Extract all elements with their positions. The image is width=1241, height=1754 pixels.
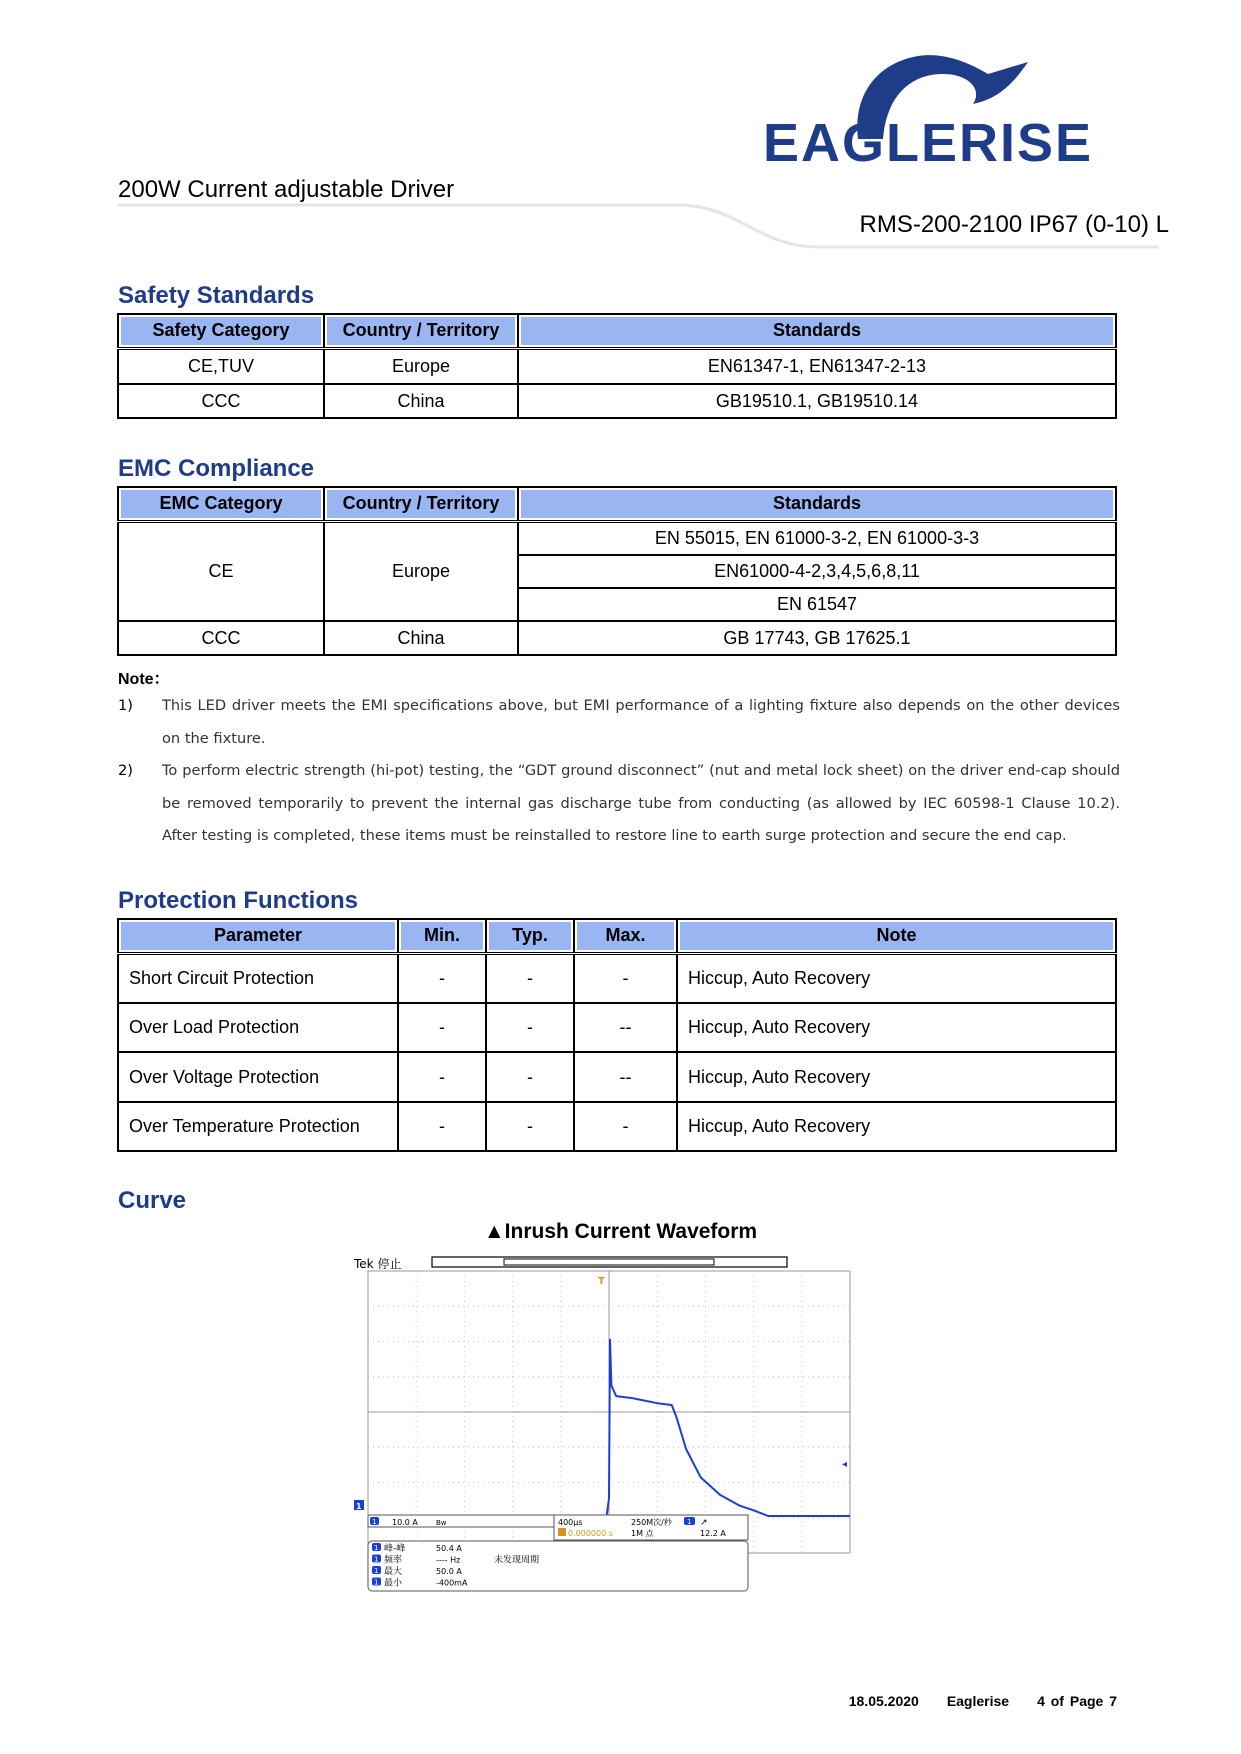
table-row — [118, 348, 1116, 384]
measurement-note: 未发现周期 — [494, 1555, 540, 1566]
emc-table — [117, 486, 1117, 656]
curve-heading: Curve — [118, 1187, 187, 1214]
model-number: RMS-200-2100 IP67 (0-10) L — [859, 211, 1169, 238]
cell: CE,TUV — [118, 348, 324, 384]
trigger-ch: 1 — [687, 1518, 692, 1526]
table-row — [118, 621, 1116, 655]
cell: EN61347-1, EN61347-2-13 — [518, 348, 1116, 384]
sample-rate: 250M次/秒 — [631, 1518, 672, 1527]
table-row — [118, 1102, 1116, 1151]
protection-table — [117, 918, 1117, 1152]
cell: Europe — [324, 521, 518, 621]
document-title: 200W Current adjustable Driver — [118, 176, 455, 203]
note-item — [118, 690, 1120, 755]
cell: - — [398, 1052, 486, 1102]
table-row — [118, 521, 1116, 555]
page-footer — [821, 1693, 1117, 1709]
trigger-marker: T — [598, 1276, 605, 1287]
cell: Hiccup, Auto Recovery — [677, 953, 1116, 1003]
measurement-value: 50.4 A — [436, 1544, 462, 1553]
cell: Over Voltage Protection — [118, 1052, 398, 1102]
col-header: Typ. — [486, 919, 574, 953]
col-header: EMC Category — [118, 487, 324, 521]
cell: Hiccup, Auto Recovery — [677, 1052, 1116, 1102]
cell: Short Circuit Protection — [118, 953, 398, 1003]
safety-heading: Safety Standards — [118, 282, 315, 309]
cell: CE — [118, 521, 324, 621]
cell: - — [486, 953, 574, 1003]
cell: - — [574, 1102, 677, 1151]
cell: EN61000-4-2,3,4,5,6,8,11 — [518, 555, 1116, 588]
cell: Europe — [324, 348, 518, 384]
table-row — [118, 953, 1116, 1003]
safety-table — [117, 313, 1117, 419]
cell: Hiccup, Auto Recovery — [677, 1003, 1116, 1052]
trigger-level-marker: ◂ — [842, 1459, 848, 1470]
cell: China — [324, 621, 518, 655]
measurement-ch-label: 1 — [374, 1544, 379, 1552]
measurement-label: 最大 — [384, 1567, 403, 1577]
col-header: Min. — [398, 919, 486, 953]
trigger-slope-icon: ↗ — [700, 1518, 708, 1528]
table-row — [118, 1003, 1116, 1052]
protection-heading: Protection Functions — [118, 887, 358, 914]
cell: Hiccup, Auto Recovery — [677, 1102, 1116, 1151]
footer-company: Eaglerise — [946, 1693, 1010, 1709]
measurement-ch-label: 1 — [374, 1567, 379, 1575]
table-row — [118, 384, 1116, 418]
timebase: 400μs — [558, 1518, 583, 1527]
record-window — [504, 1259, 714, 1265]
measurement-value: ---- Hz — [436, 1555, 461, 1565]
record-length: 1M 点 — [631, 1529, 654, 1538]
col-header: Max. — [574, 919, 677, 953]
trigger-position: 0.000000 s — [568, 1529, 613, 1538]
col-header: Safety Category — [118, 314, 324, 348]
footer-date: 18.05.2020 — [848, 1693, 919, 1709]
note-heading: Note： — [118, 671, 170, 688]
cell: China — [324, 384, 518, 418]
cell: EN 61547 — [518, 588, 1116, 621]
measurement-label: 峰-峰 — [384, 1544, 406, 1554]
channel-marker-label: 1 — [356, 1502, 362, 1511]
col-header: Country / Territory — [324, 487, 518, 521]
channel-coupling: Bw — [436, 1519, 447, 1527]
cell: - — [398, 953, 486, 1003]
cell: GB19510.1, GB19510.14 — [518, 384, 1116, 418]
cell: -- — [574, 1052, 677, 1102]
cell: CCC — [118, 384, 324, 418]
cell: - — [486, 1102, 574, 1151]
col-header: Parameter — [118, 919, 398, 953]
cell: Over Load Protection — [118, 1003, 398, 1052]
col-header: Standards — [518, 487, 1116, 521]
col-header: Country / Territory — [324, 314, 518, 348]
measurement-value: 50.0 A — [436, 1567, 462, 1576]
measurement-label: 最小 — [384, 1578, 403, 1589]
measurement-ch-label: 1 — [374, 1555, 379, 1564]
cell: -- — [574, 1003, 677, 1052]
cell: - — [574, 953, 677, 1003]
cell: GB 17743, GB 17625.1 — [518, 621, 1116, 655]
table-row — [118, 1052, 1116, 1102]
ch1-badge-label: 1 — [372, 1518, 377, 1526]
cell: Over Temperature Protection — [118, 1102, 398, 1151]
col-header: Note — [677, 919, 1116, 953]
trigger-pos-badge — [558, 1528, 566, 1536]
note-number: 2) — [118, 762, 133, 779]
cell: EN 55015, EN 61000-3-2, EN 61000-3-3 — [518, 521, 1116, 555]
trigger-level: 12.2 A — [700, 1529, 726, 1538]
chart-title: ▲Inrush Current Waveform — [483, 1220, 758, 1243]
cell: - — [398, 1003, 486, 1052]
measurement-value: -400mA — [436, 1578, 468, 1588]
eaglerise-logo — [758, 44, 1098, 174]
note-number: 1) — [118, 697, 133, 714]
cell: - — [398, 1102, 486, 1151]
measurement-ch-label: 1 — [374, 1578, 379, 1587]
note-item — [118, 755, 1120, 853]
cell: - — [486, 1003, 574, 1052]
note-text: This LED driver meets the EMI specifications above, but EMI performance of a lighting fixture also depends on the other devices on the fixture. — [162, 697, 1120, 747]
measurement-label: 频率 — [384, 1555, 403, 1566]
emc-heading: EMC Compliance — [118, 455, 315, 482]
note-text: To perform electric strength (hi-pot) testing, the “GDT ground disconnect” (nut and metal lock sheet) on the driver end-cap should be removed temporarily to prevent the internal gas discharge tube from conducting (as allowed by IEC 60598-1 Clause 10.2). After testing is completed, these items must be reinstalled to restore line to earth surge protection and secure the end cap. — [162, 762, 1120, 844]
oscilloscope-screenshot — [354, 1254, 854, 1610]
footer-page: 4 of Page 7 — [1037, 1693, 1117, 1709]
col-header: Standards — [518, 314, 1116, 348]
channel-scale: 10.0 A — [392, 1518, 418, 1527]
scope-status: Tek 停止 — [354, 1257, 402, 1271]
measurement-panel — [368, 1541, 748, 1591]
brand-wordmark: EAGLERISE — [762, 113, 1094, 173]
cell: - — [486, 1052, 574, 1102]
cell: CCC — [118, 621, 324, 655]
